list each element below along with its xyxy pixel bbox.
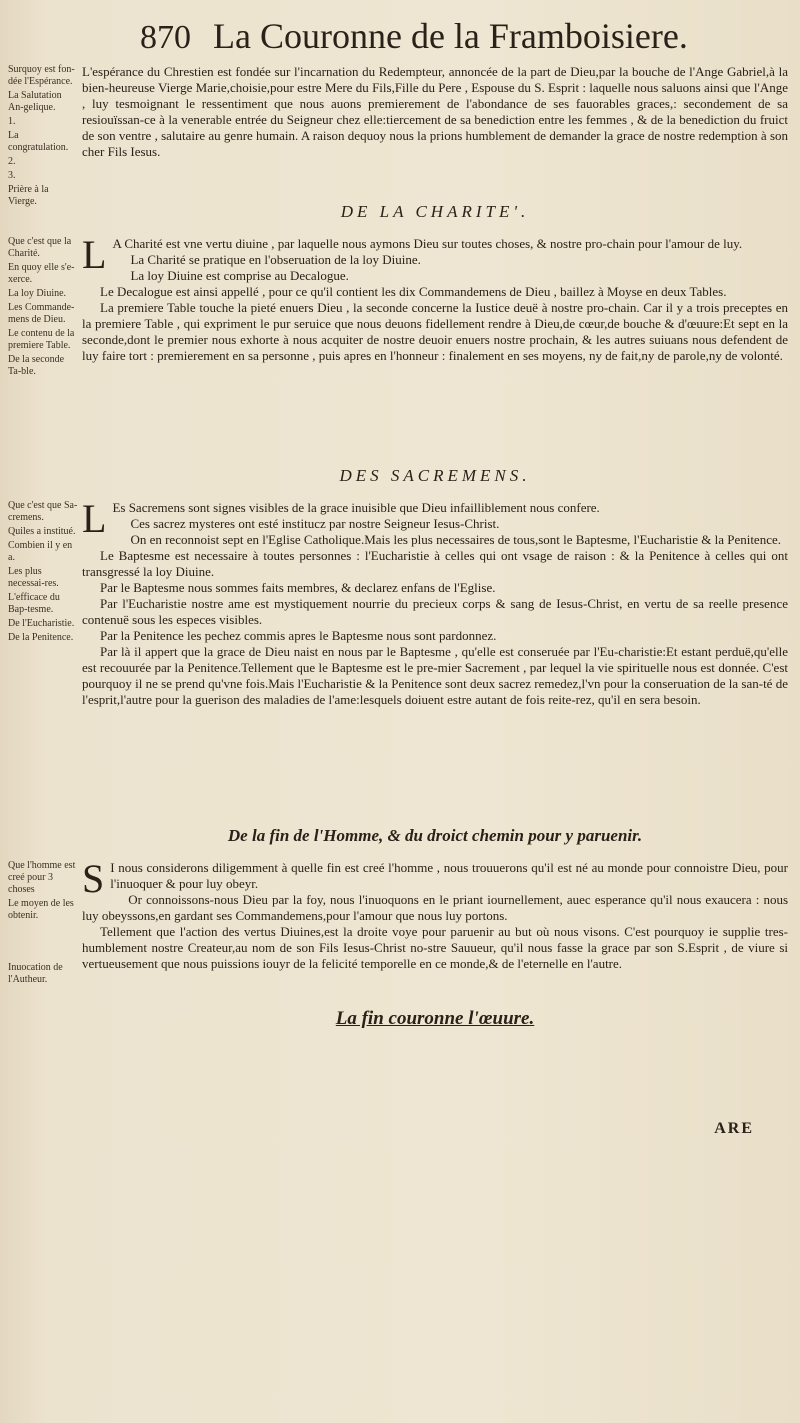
heading-charite: DE LA CHARITE'. [340,202,530,221]
margin-note: Que l'homme est creé pour 3 choses [8,860,76,895]
margin-note: Les plus necessai-res. [8,566,59,589]
margin-note: L'efficace du Bap-tesme. [8,592,60,615]
margin-note: 1. [8,116,16,127]
paragraph: Par la Penitence les pechez commis apres le Baptesme nous sont pardonnez. [100,628,497,643]
paragraph: La premiere Table touche la pieté enuers Dieu , la seconde concerne la Iustice deuë à nostre pro-chain. Car il y a trois preceptes en la premiere Table , qui expriment le pur seruice que nous deuons fidellement rendre à Dieu,de cœur,de bouche & d'œuure:Et sept en la seconde,dont le premier nous exhorte à nous acquiter de nostre deuoir enuers nostre prochain, & les autres suiuans nous defendent de luy faire tort : premierement en sa personne , puis apres en l'honneur : finalement en ses moyens, ny de fait,ny de parole,ny de volonté. [82,300,788,363]
margin-note: En quoy elle s'e-xerce. [8,262,75,285]
paragraph: Par le Baptesme nous sommes faits membres, & declarez enfans de l'Eglise. [100,580,496,595]
margin-note: 2. [8,156,16,167]
paragraph: Tellement que l'action des vertus Diuines,est la droite voye pour paruenir au but où nous visons. C'est pourquoy ie supplie tres-humblement nostre Createur,au nom de son Fils Iesus-Christ no-stre Sauueur, qu'il nous fasse la grace par son S.Esprit , de viure si vertueusement que nous puissions iouyr de la felicité temporelle en ce monde,& de l'eternelle en l'autre. [82,924,788,971]
margin-note: Le contenu de la premiere Table. [8,328,75,351]
paragraph: Or connoissons-nous Dieu par la foy, nous l'inuoquons en le priant iournellement, auec esperance qu'il nous exaucera : nous luy obeyssons,en gardant ses Commandemens,pour l'amour que nous luy portons. [82,892,788,923]
paragraph: Le Decalogue est ainsi appellé , pour ce qu'il contient les dix Commandemens de Dieu , baillez à Moyse en deux Tables. [100,284,727,299]
margin-note: De l'Eucharistie. [8,618,75,629]
paragraph: S I nous considerons diligemment à quelle fin est creé l'homme , nous trouuerons qu'il est né au monde pour connoistre Dieu, pour l'inuoquer & pour luy obeyr. [82,856,788,901]
section-esperance-text [82,64,788,160]
margin-note: Inuocation de l'Autheur. [8,962,63,985]
heading-sacremens: DES SACREMENS. [339,466,531,485]
margin-note: Que c'est que la Charité. [8,236,72,259]
margin-notes-esperance [8,64,78,210]
margin-notes-charite [8,236,78,380]
section-fin-homme-text [82,856,788,972]
paragraph: Par l'Eucharistie nostre ame est mystiquement nourrie du precieux corps & sang de Iesus-Christ, en vertu de sa reelle presence contenuë sous les especes visibles. [82,596,788,627]
paragraph: L A Charité est vne vertu diuine , par laquelle nous aymons Dieu sur toutes choses, & nostre pro-chain pour l'amour de luy. [82,232,743,277]
paragraph: L Es Sacremens sont signes visibles de la grace inuisible que Dieu infailliblement nous confere. [82,496,600,541]
margin-note: La Salutation An-gelique. [8,90,62,113]
margin-note: 3. [8,170,16,181]
catchword: ARE [714,1120,754,1137]
margin-notes-sacremens [8,500,78,646]
margin-note: Surquoy est fon-dée l'Espérance. [8,64,75,87]
running-title: La Couronne de la Framboisiere. [213,16,688,56]
margin-note: Quiles a institué. [8,526,76,537]
paragraph: Par là il appert que la grace de Dieu naist en nous par le Baptesme , qu'elle est conseruée par l'Eu-charistie:Et estant perduë,qu'elle est recouurée par la Penitence.Tellement que le Baptesme est le pre-mier Sacrement , par lequel la vie spirituelle nous est donnée. C'est pourquoy il ne se prend qu'vne fois.Mais l'Eucharistie & la Penitence sont deux sacrez remedez,l'vn pour la conseruation de la san-té de l'esprit,l'autre pour la guerison des maladies de l'ame:lesquels doiuent estre autant de fois reite-rez, qu'il en sera besoin. [82,644,788,707]
drop-cap: L [82,232,107,277]
page-number: 870 [140,19,191,56]
paragraph: La Charité se pratique en l'obseruation de la loy Diuine. [130,252,421,267]
paragraph: L'espérance du Chrestien est fondée sur l'incarnation du Redempteur, annoncée de la part de Dieu,par la bouche de l'Ange Gabriel,à la bien-heureuse Vierge Marie,choisie,pour estre Mere du Fils,Fille du Pere , Espouse du S. Esprit : laquelle nous saluons ainsi que l'Ange , luy tesmoignant le ressentiment que nous auons premierement de l'abondance de ses fauorables graces,: secondement de sa resiouïssan-ce à la venerable entrée du Seigneur chez elle:tiercement de sa benediction entre les femmes , & de la benediction du fruict de son ventre , salutaire au genre humain. A raison dequoy nous la prions humblement de demander la grace de nostre redemption à son cher Fils Iesus. [82,64,788,159]
drop-cap: L [82,496,107,541]
running-header [140,16,740,58]
section-sacremens-text [82,496,788,708]
margin-note: La congratulation. [8,130,69,153]
heading-fin-homme: De la fin de l'Homme, & du droict chemin pour y paruenir. [227,826,643,845]
margin-note: La loy Diuine. [8,288,67,299]
paragraph: On en reconnoist sept en l'Eglise Catholique.Mais les plus necessaires de tous,sont le Baptesme, l'Eucharistie & la Penitence. [130,532,781,547]
margin-notes-fin-homme [8,860,78,988]
drop-cap: S [82,856,105,901]
margin-note: Que c'est que Sa-cremens. [8,500,78,523]
margin-note: Les Commande-mens de Dieu. [8,302,75,325]
margin-note: De la seconde Ta-ble. [8,354,65,377]
margin-note: De la Penitence. [8,632,74,643]
margin-note: Prière à la Vierge. [8,184,49,207]
section-charite-text [82,232,788,364]
margin-note: Combien il y en a. [8,540,73,563]
paragraph: La loy Diuine est comprise au Decalogue. [130,268,349,283]
margin-note: Le moyen de les obtenir. [8,898,74,921]
paragraph: Le Baptesme est necessaire à toutes personnes : l'Eucharistie à celles qui ont vsage de raison : & la Penitence à celles qui ont transgressé la loy Diuine. [82,548,788,579]
finis-motto: La fin couronne l'œuure. [335,1008,535,1029]
paragraph: Ces sacrez mysteres ont esté institucz par nostre Seigneur Iesus-Christ. [130,516,500,531]
